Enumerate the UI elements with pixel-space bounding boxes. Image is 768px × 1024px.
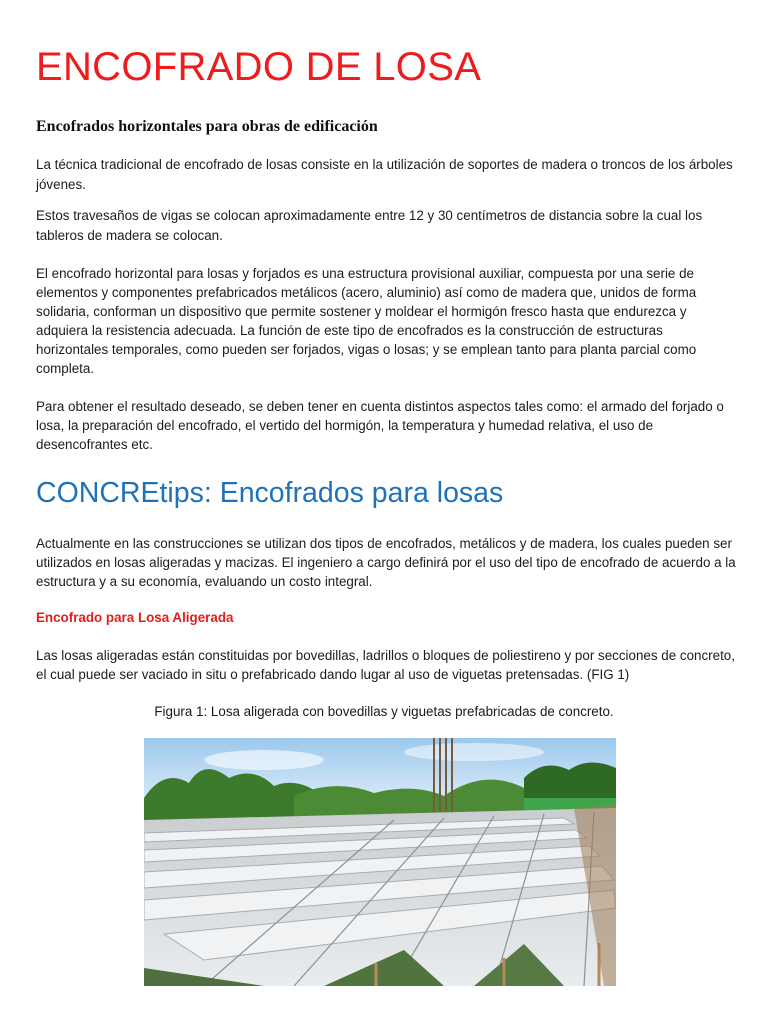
- page-title: ENCOFRADO DE LOSA: [36, 45, 482, 89]
- subsection-paragraph: Las losas aligeradas están constituidas por bovedillas, ladrillos o bloques de poliestireno y por secciones de concreto, el cual puede ser vaciado in situ o prefabricado dando lugar al uso de viguetas pretensadas. (FIG 1): [36, 648, 735, 682]
- paragraph-2: Estos travesaños de vigas se colocan aproximadamente entre 12 y 30 centímetros de distancia sobre la cual los tableros de madera se colocan.: [36, 208, 703, 243]
- section-heading: CONCREtips: Encofrados para losas: [36, 477, 504, 509]
- figure-caption: Figura 1: Losa aligerada con bovedillas y viguetas prefabricadas de concreto.: [154, 704, 614, 719]
- slab-construction-photo: [144, 738, 616, 986]
- figure-1-image: [144, 738, 616, 986]
- paragraph-3: El encofrado horizontal para losas y forjados es una estructura provisional auxiliar, compuesta por una serie de elementos y componentes prefabricados metálicos (acero, aluminio) así como de madera que, unidos de forma solidaria, conforman un dispositivo que permite sostener y moldear el hormigón fresco hasta que endurezca y adquiera la resistencia adecuada. La función de este tipo de encofrados es la construcción de estructuras horizontales temporales, como pueden ser forjados, vigas o losas; y se emplean tanto para planta parcial como completa.: [36, 266, 697, 376]
- paragraph-4: Para obtener el resultado deseado, se deben tener en cuenta distintos aspectos tales como: el armado del forjado o losa, la preparación del encofrado, el vertido del hormigón, la temperatura y humedad relativa, el uso de desencofrantes etc.: [36, 399, 724, 452]
- section-paragraph: Actualmente en las construcciones se utilizan dos tipos de encofrados, metálicos y de madera, los cuales pueden ser utilizados en losas aligeradas y macizas. El ingeniero a cargo definirá por el uso del tipo de encofrado de acuerdo a la estructura y a su economía, evaluando un costo integral.: [36, 536, 736, 589]
- subsection-heading: Encofrado para Losa Aligerada: [36, 610, 234, 625]
- subtitle: Encofrados horizontales para obras de edificación: [36, 118, 378, 135]
- paragraph-1: La técnica tradicional de encofrado de losas consiste en la utilización de soportes de madera o troncos de los árboles jóvenes.: [36, 157, 733, 192]
